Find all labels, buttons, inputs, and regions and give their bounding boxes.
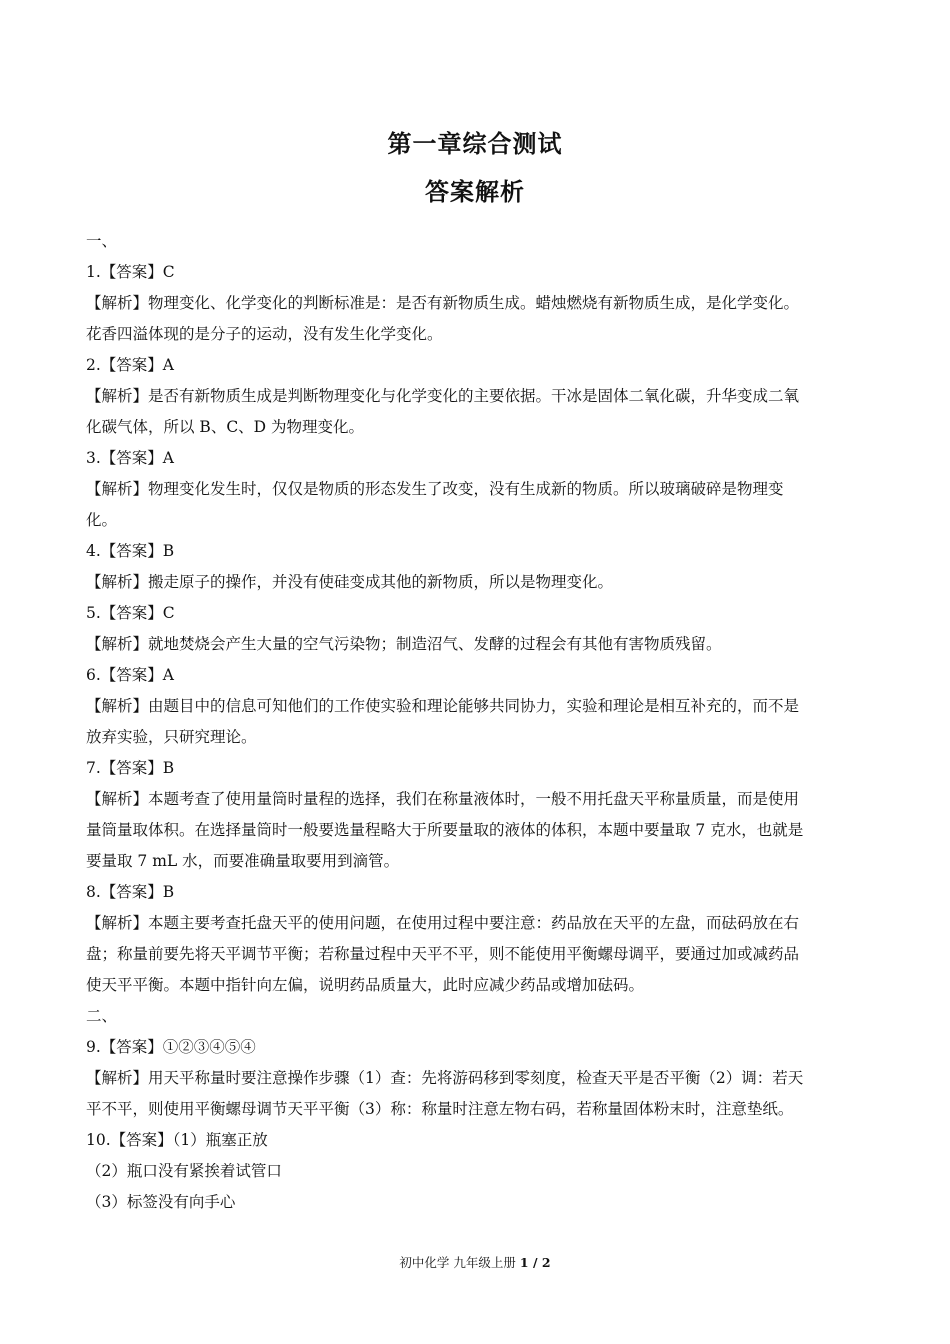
answer-item xyxy=(86,443,862,536)
analysis-line: 【解析】搬走原子的操作，并没有使硅变成其他的新物质，所以是物理变化。 xyxy=(86,573,614,591)
analysis-line: 放弃实验，只研究理论。 xyxy=(86,728,257,746)
analysis-line: 【解析】本题主要考查托盘天平的使用问题，在使用过程中要注意：药品放在天平的左盘，而砝码放在右 xyxy=(86,914,800,932)
page-subtitle: 答案解析 xyxy=(425,178,525,206)
analysis-line: 【解析】用天平称量时要注意操作步骤（1）查：先将游码移到零刻度，检查天平是否平衡（2）调：若天 xyxy=(86,1069,804,1087)
footer-text: 初中化学 九年级上册 xyxy=(399,1255,516,1270)
analysis-line: 盘；称量前要先将天平调节平衡；若称量过程中天平不平，则不能使用平衡螺母调平，要通过加或减药品 xyxy=(86,945,800,963)
page-footer xyxy=(0,1253,950,1271)
answer-item xyxy=(86,1125,862,1218)
answer-item xyxy=(86,536,862,598)
answer-line: 7.【答案】B xyxy=(86,759,175,777)
answer-subline: （2）瓶口没有紧挨着试管口 xyxy=(86,1162,282,1180)
answer-line: 1.【答案】C xyxy=(86,263,175,281)
page-number: 1 / 2 xyxy=(519,1255,551,1270)
answer-line: 6.【答案】A xyxy=(86,666,174,684)
answer-item xyxy=(86,753,862,877)
answer-item xyxy=(86,877,862,1001)
analysis-line: 【解析】由题目中的信息可知他们的工作使实验和理论能够共同协力，实验和理论是相互补充的，而不是 xyxy=(86,697,800,715)
section-heading: 二、 xyxy=(86,1007,118,1025)
answer-content xyxy=(86,226,862,1218)
analysis-line: 要量取 7 mL 水，而要准确量取要用到滴管。 xyxy=(86,852,400,870)
analysis-line: 【解析】就地焚烧会产生大量的空气污染物；制造沼气、发酵的过程会有其他有害物质残留。 xyxy=(86,635,722,653)
analysis-line: 【解析】是否有新物质生成是判断物理变化与化学变化的主要依据。干冰是固体二氧化碳，升华变成二氧 xyxy=(86,387,800,405)
answer-item xyxy=(86,660,862,753)
answer-line: 5.【答案】C xyxy=(86,604,175,622)
analysis-line: 化碳气体，所以 B、C、D 为物理变化。 xyxy=(86,418,365,436)
answer-line: 2.【答案】A xyxy=(86,356,174,374)
analysis-line: 平不平，则使用平衡螺母调节天平平衡（3）称：称量时注意左物右码，若称量固体粉末时，注意垫纸。 xyxy=(86,1100,794,1118)
answer-line: 3.【答案】A xyxy=(86,449,174,467)
answer-line: 8.【答案】B xyxy=(86,883,175,901)
analysis-line: 花香四溢体现的是分子的运动，没有发生化学变化。 xyxy=(86,325,443,343)
answer-line: 9.【答案】①②③④⑤④ xyxy=(86,1038,256,1056)
analysis-line: 化。 xyxy=(86,511,118,529)
answer-item xyxy=(86,1032,862,1125)
answer-item xyxy=(86,350,862,443)
answer-line: 10.【答案】（1）瓶塞正放 xyxy=(86,1131,268,1149)
section-heading: 一、 xyxy=(86,232,118,250)
answer-line: 4.【答案】B xyxy=(86,542,175,560)
analysis-line: 【解析】本题考查了使用量筒时量程的选择，我们在称量液体时，一般不用托盘天平称量质量，而是使用 xyxy=(86,790,800,808)
answer-item xyxy=(86,257,862,350)
analysis-line: 【解析】物理变化、化学变化的判断标准是：是否有新物质生成。蜡烛燃烧有新物质生成，是化学变化。 xyxy=(86,294,800,312)
answer-item xyxy=(86,598,862,660)
answer-subline: （3）标签没有向手心 xyxy=(86,1193,236,1211)
page-title: 第一章综合测试 xyxy=(387,130,563,158)
analysis-line: 使天平平衡。本题中指针向左偏，说明药品质量大，此时应减少药品或增加砝码。 xyxy=(86,976,645,994)
analysis-line: 【解析】物理变化发生时，仅仅是物质的形态发生了改变，没有生成新的物质。所以玻璃破碎是物理变 xyxy=(86,480,784,498)
analysis-line: 量筒量取体积。在选择量筒时一般要选量程略大于所要量取的液体的体积，本题中要量取 7 克水，也就是 xyxy=(86,821,804,839)
